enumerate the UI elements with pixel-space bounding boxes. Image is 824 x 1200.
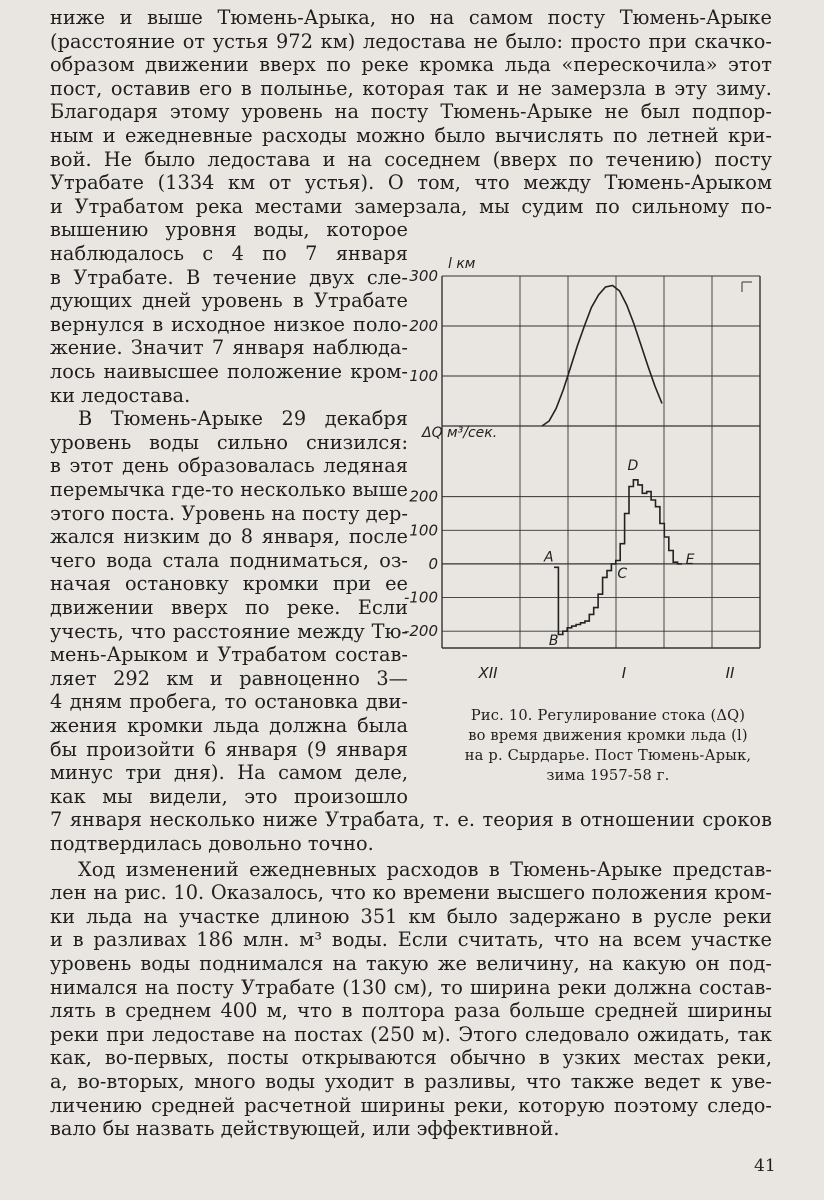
text-line: (расстояние от устья 972 км) ледостава не было: просто при скачко- [50,29,772,53]
y-tick-label: 100 [409,521,438,540]
text-line: мень-Арыком и Утрабатом состав- [50,643,408,667]
y-tick-label: -100 [403,588,438,607]
text-line: жался низким до 8 января, после [50,525,408,549]
caption-line: Рис. 10. Регулирование стока (ΔQ) [470,707,746,724]
series-discharge-line [554,480,682,635]
text-line: образом движении вверх по реке кромка льда «перескочила» этот [50,53,772,77]
text-line: Утрабате (1334 км от устья). О том, что между Тюмень-Арыком [50,171,772,195]
text-line: жения кромки льда должна была [50,714,408,737]
text-line: уровень воды поднимался на такую же величину, на какую он под- [50,952,772,975]
y-tick-label: 200 [409,317,438,335]
text-line: ки льда на участке длиною 351 км было задержано в русле реки [50,904,772,928]
y-tick-label: -200 [403,622,438,641]
text-line: пост, оставив его в полынье, которая так и не замерзла в эту зиму. [50,76,772,100]
text-line: как, во-первых, посты открываются обычно в узких местах реки, [50,1046,772,1070]
text-line: вало бы назвать действующей, или эффективной. [50,1117,560,1141]
text-line: ниже и выше Тюмень-Арыка, но на самом посту Тюмень-Арыке [50,6,772,29]
y-tick-label: 300 [409,267,438,285]
text-line: вой. Не было ледостава и на соседнем (вверх по течению) посту [50,147,772,171]
point-label: D [627,457,639,474]
text-line: и Утрабатом река местами замерзала, мы судим по сильному по- [50,194,772,218]
text-line: личению средней расчетной ширины реки, которую поэтому следо- [50,1093,772,1117]
text-line: перемычка где-то несколько выше [50,478,408,501]
text-line: начая остановку кромки при ее [50,572,408,596]
text-line: уровень воды сильно снизился: [50,430,408,454]
y-tick-label: 200 [409,487,438,506]
page-number: 41 [754,1156,776,1176]
point-label: C [617,565,628,582]
text-line: в Утрабате. В течение двух сле- [50,265,408,289]
text-line: 7 января несколько ниже Утрабата, т. е. теория в отношении сроков [50,808,772,832]
text-line: в этот день образовалась ледяная [50,454,408,478]
text-line: этого поста. Уровень на посту дер- [50,501,408,525]
text-line: вернулся в исходное низкое поло- [50,312,408,336]
text-line: наблюдалось с 4 по 7 января [50,242,408,265]
text-line: жение. Значит 7 января наблюда- [50,336,408,360]
text-line: минус три дня). На самом деле, [50,761,408,785]
text-line: ляет 292 км и равноценно 3— [50,666,408,690]
corner-mark [742,282,752,292]
caption-line: на р. Сырдарье. Пост Тюмень-Арык, [464,747,752,764]
x-month-label: I [621,664,627,682]
text-line: дующих дней уровень в Утрабате [50,289,408,313]
text-line: В Тюмень-Арыке 29 декабря [78,407,408,431]
text-line: реки при ледоставе на постах (250 м). Этого следовало ожидать, так [50,1022,772,1046]
x-month-label: II [725,664,735,682]
point-label: E [685,551,695,568]
point-label: A [544,549,554,566]
text-line: нимался на посту Утрабате (130 см), то ширина реки должна состав- [50,975,772,999]
y-tick-label: 0 [428,554,438,573]
y-axis-label: ΔQ м³/сек. [422,425,498,441]
y-axis-label: l км [448,256,476,272]
text-line: Благодаря этому уровень на посту Тюмень-Арыке не был подпор- [50,100,772,124]
caption-line: зима 1957-58 г. [546,767,670,784]
y-tick-label: 100 [409,367,438,385]
text-line: подтвердилась довольно точно. [50,832,374,855]
caption-line: во время движения кромки льда (l) [468,727,748,744]
text-line: и в разливах 186 млн. м³ воды. Если считать, что на всем участке [50,928,772,952]
x-month-label: XII [478,664,498,682]
text-line: бы произойти 6 января (9 января [50,737,408,761]
text-line: чего вода стала подниматься, оз- [50,548,408,572]
text-line: 4 дням пробега, то остановка дви- [50,690,408,714]
series-ice-edge-line [542,286,662,427]
text-line: движении вверх по реке. Если [50,596,408,619]
text-line: лять в среднем 400 м, что в полтора раза больше средней ширины [50,999,772,1023]
text-line: а, во-вторых, много воды уходит в разливы, что также ведет к уве- [50,1070,772,1093]
text-line: ным и ежедневные расходы можно было вычислять по летней кри- [50,124,772,147]
point-label: B [548,633,559,650]
text-line: ки ледостава. [50,383,191,407]
text-line: лось наивысшее положение кром- [50,360,408,383]
text-line: лен на рис. 10. Оказалось, что ко времени высшего положения кром- [50,881,772,905]
text-line: вышению уровня воды, которое [50,218,408,242]
figure-10 [403,248,780,688]
text-line: Ход изменений ежедневных расходов в Тюмень-Арыке представ- [78,857,772,881]
text-line: как мы видели, это произошло [50,784,408,808]
text-line: учесть, что расстояние между Тю- [50,619,408,643]
